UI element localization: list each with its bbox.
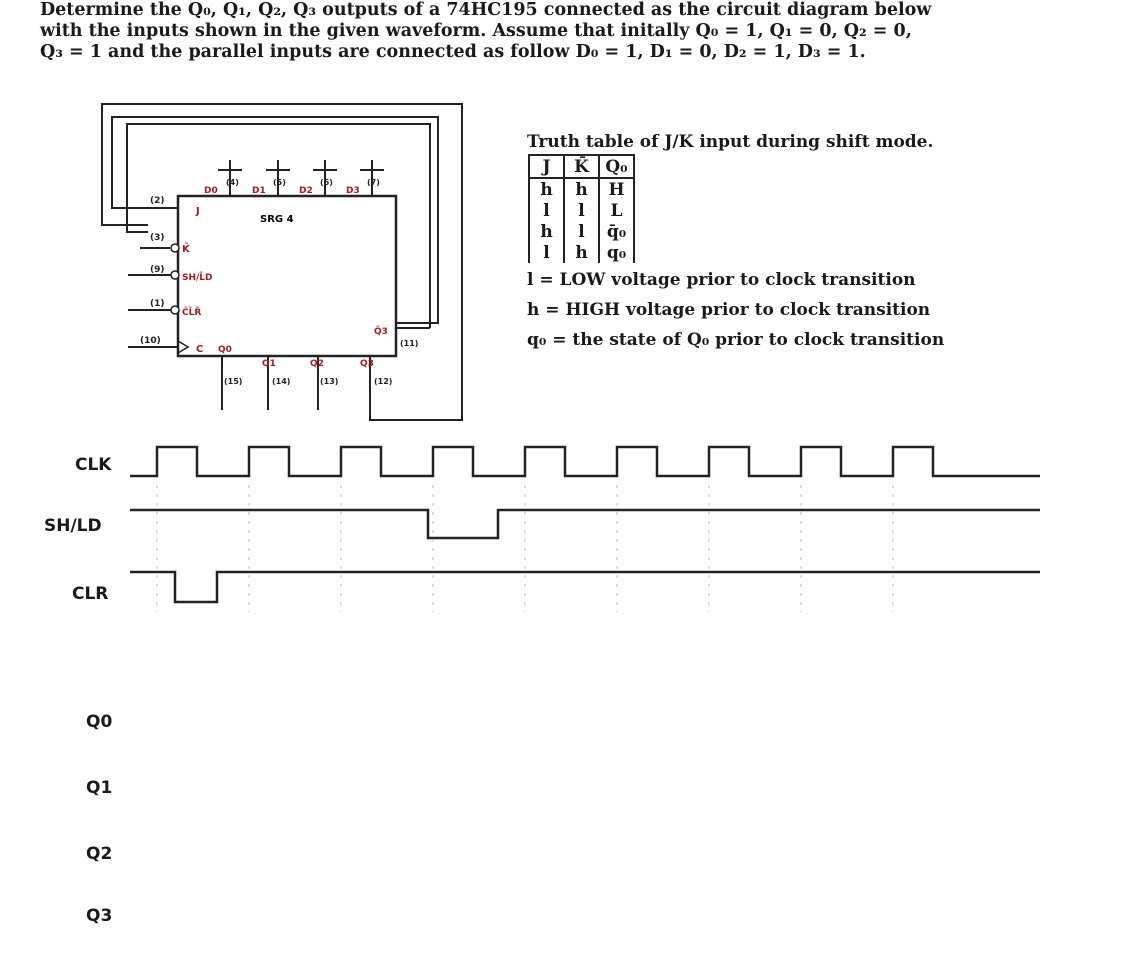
pin-5-label: (5) — [273, 178, 286, 187]
legend-high: h = HIGH voltage prior to clock transition — [527, 300, 931, 320]
q2-output-label: Q2 — [310, 359, 324, 369]
pin-6-label: (6) — [320, 178, 333, 187]
problem-line-1: Determine the Q₀, Q₁, Q₂, Q₃ outputs of a 74HC195 connected as the circuit diagram below — [40, 0, 932, 20]
shld-label: SH/LD — [44, 516, 102, 536]
cell: H — [599, 178, 634, 200]
header-j: J — [529, 155, 564, 178]
pin-2-label: (2) — [150, 196, 165, 206]
d3-label: D3 — [346, 186, 360, 196]
problem-line-2: with the inputs shown in the given waveform. Assume that initally Q₀ = 1, Q₁ = 0, Q₂ = 0, — [40, 21, 912, 41]
pin-14-label: (14) — [272, 377, 291, 386]
cell: L — [599, 200, 634, 221]
pin-1-label: (1) — [150, 299, 165, 309]
truth-table-title: Truth table of J/K input during shift mode. — [527, 132, 934, 152]
legend-low: l = LOW voltage prior to clock transition — [527, 270, 916, 290]
cell: l — [529, 242, 564, 263]
cell: q₀ — [599, 242, 634, 263]
pin-13-label: (13) — [320, 377, 339, 386]
q0-label: Q0 — [86, 712, 113, 732]
cell: q̄₀ — [599, 221, 634, 242]
pin-11-label: (11) — [400, 339, 419, 348]
q2-label: Q2 — [86, 844, 113, 864]
clk-label: CLK — [75, 455, 112, 475]
q3-output-label: Q3 — [360, 359, 374, 369]
clk-waveform — [130, 447, 1040, 476]
chip-name: SRG 4 — [260, 214, 294, 225]
shld-waveform — [130, 510, 1040, 538]
q0-output-label: Q0 — [218, 345, 232, 355]
problem-line-3: Q₃ = 1 and the parallel inputs are connected as follow D₀ = 1, D₁ = 0, D₂ = 1, D₃ = 1. — [40, 42, 866, 62]
q3bar-output-label: Q̄3 — [374, 327, 388, 337]
pin-3-label: (3) — [150, 233, 165, 243]
cell: l — [564, 221, 599, 242]
q1-label: Q1 — [86, 778, 113, 798]
clr-waveform — [130, 572, 1040, 602]
header-q0: Q₀ — [599, 155, 634, 178]
pin-4-label: (4) — [226, 178, 239, 187]
legend-state: q₀ = the state of Q₀ prior to clock transition — [527, 330, 945, 350]
shld-input-label: SH/L̄D — [182, 273, 213, 283]
d0-label: D0 — [204, 186, 218, 196]
k-input-label: K̄ — [182, 244, 190, 255]
q3-label: Q3 — [86, 906, 113, 926]
pin-9-label: (9) — [150, 265, 165, 275]
pin-7-label: (7) — [367, 178, 380, 187]
header-kbar: K̄ — [564, 155, 599, 178]
timing-gridlines — [157, 485, 893, 612]
pin-10-label: (10) — [140, 336, 161, 346]
d1-label: D1 — [252, 186, 266, 196]
cell: h — [529, 178, 564, 200]
cell: h — [564, 178, 599, 200]
cell: l — [564, 200, 599, 221]
clock-input-label: C — [196, 344, 204, 355]
cell: h — [529, 221, 564, 242]
q1-output-label: Q1 — [262, 359, 276, 369]
cell: h — [564, 242, 599, 263]
d2-label: D2 — [299, 186, 313, 196]
clr-input-label: C̄L̄R̄ — [182, 308, 202, 318]
cell: l — [529, 200, 564, 221]
j-input-label: J — [196, 206, 200, 217]
pin-12-label: (12) — [374, 377, 393, 386]
clr-label: CLR — [72, 584, 109, 604]
pin-15-label: (15) — [224, 377, 243, 386]
